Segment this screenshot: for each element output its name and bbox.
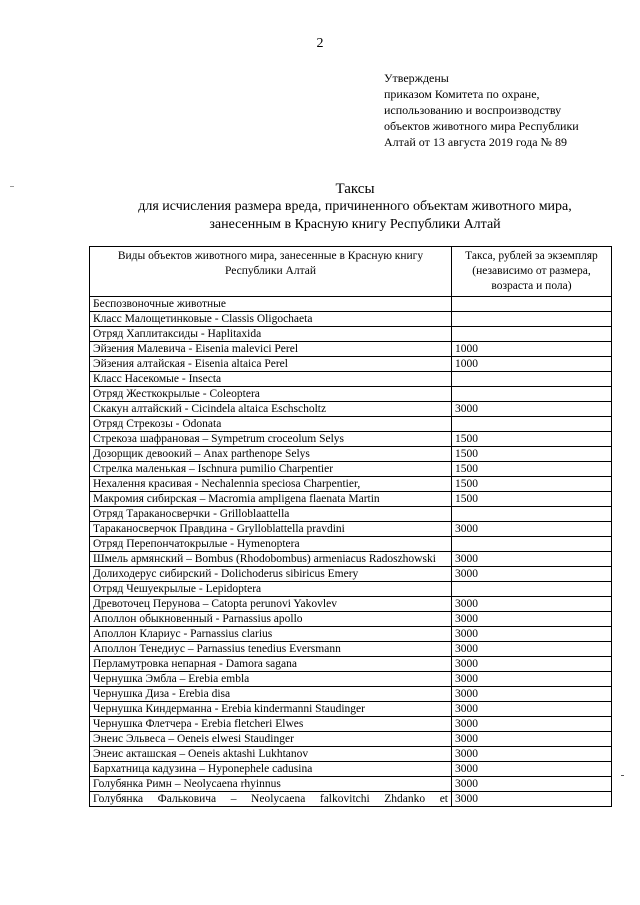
species-cell: Аполлон Тенедиус – Parnassius tenedius Eversmann: [90, 642, 452, 657]
table-row: [90, 342, 612, 357]
rate-cell: 3000: [452, 747, 612, 762]
table-row: [90, 537, 612, 552]
rate-cell: 3000: [452, 597, 612, 612]
table-row: [90, 387, 612, 402]
rate-cell: 3000: [452, 702, 612, 717]
species-cell: Перламутровка непарная - Damora sagana: [90, 657, 452, 672]
rate-cell: 1000: [452, 342, 612, 357]
rate-cell: 3000: [452, 672, 612, 687]
rate-cell: 1500: [452, 447, 612, 462]
rate-cell: 3000: [452, 552, 612, 567]
species-cell: Тараканосверчок Правдина - Grylloblattella pravdini: [90, 522, 452, 537]
table-row: [90, 642, 612, 657]
page-number: 2: [316, 36, 324, 51]
rate-cell: 1000: [452, 357, 612, 372]
table-row: [90, 372, 612, 387]
table-row: [90, 327, 612, 342]
rate-cell: [452, 312, 612, 327]
table-row: [90, 612, 612, 627]
rate-cell: 3000: [452, 777, 612, 792]
table-row: [90, 462, 612, 477]
species-cell: Отряд Жесткокрылые - Coleoptera: [90, 387, 452, 402]
header-species: Виды объектов животного мира, занесенные в Красную книгу Республики Алтай: [90, 247, 452, 297]
table-row: [90, 687, 612, 702]
species-cell: Аполлон Клариус - Parnassius clarius: [90, 627, 452, 642]
rate-cell: [452, 327, 612, 342]
rate-cell: 3000: [452, 612, 612, 627]
rate-cell: 3000: [452, 732, 612, 747]
table-row: [90, 357, 612, 372]
species-cell: Чернушка Диза - Erebia disa: [90, 687, 452, 702]
species-cell: Чернушка Флетчера - Erebia fletcheri Elwes: [90, 717, 452, 732]
table-row: [90, 747, 612, 762]
species-cell: Дозорщик девоокий – Anax parthenope Selys: [90, 447, 452, 462]
rate-cell: 3000: [452, 642, 612, 657]
species-cell: Беспозвоночные животные: [90, 297, 452, 312]
table-row: [90, 477, 612, 492]
title-line: для исчисления размера вреда, причиненного объектам животного мира,: [138, 199, 572, 214]
species-cell: Древоточец Перунова – Catopta perunovi Yakovlev: [90, 597, 452, 612]
scan-mark: [621, 775, 624, 776]
table-row: [90, 627, 612, 642]
title-main: Таксы: [335, 181, 375, 197]
table-row: [90, 432, 612, 447]
rate-cell: [452, 387, 612, 402]
table-row: [90, 447, 612, 462]
table-row: [90, 792, 612, 807]
approval-line: объектов животного мира Республики: [384, 119, 579, 133]
table-row: [90, 417, 612, 432]
rate-cell: 3000: [452, 792, 612, 807]
rate-cell: 3000: [452, 657, 612, 672]
table-row: [90, 312, 612, 327]
table-row: [90, 777, 612, 792]
species-cell: Отряд Стрекозы - Odonata: [90, 417, 452, 432]
title-line: занесенным в Красную книгу Республики Алтай: [209, 217, 501, 232]
rate-cell: 1500: [452, 492, 612, 507]
approval-line: приказом Комитета по охране,: [384, 87, 540, 101]
species-cell: Макромия сибирская – Macromia ampligena flaenata Martin: [90, 492, 452, 507]
species-cell: Долиходерус сибирский - Dolichoderus sibiricus Emery: [90, 567, 452, 582]
approval-line: Алтай от 13 августа 2019 года № 89: [384, 135, 567, 149]
rate-cell: [452, 582, 612, 597]
species-cell: Отряд Тараканосверчки - Grilloblaattella: [90, 507, 452, 522]
species-cell: Эйзения Малевича - Eisenia malevici Perel: [90, 342, 452, 357]
rate-cell: [452, 372, 612, 387]
species-cell: Отряд Перепончатокрылые - Hymenoptera: [90, 537, 452, 552]
species-cell: Отряд Хаплитаксиды - Haplitaxida: [90, 327, 452, 342]
rate-cell: 1500: [452, 462, 612, 477]
species-cell: Голубянка Римн – Neolycaena rhyinnus: [90, 777, 452, 792]
table-row: [90, 597, 612, 612]
species-cell: Бархатница кадузина – Hyponephele cadusina: [90, 762, 452, 777]
species-cell: Класс Насекомые - Insecta: [90, 372, 452, 387]
rate-cell: 3000: [452, 567, 612, 582]
table-row: [90, 657, 612, 672]
table-row: [90, 552, 612, 567]
rate-cell: 3000: [452, 522, 612, 537]
rate-cell: 3000: [452, 687, 612, 702]
rate-cell: 3000: [452, 717, 612, 732]
approval-line: использованию и воспроизводству: [384, 103, 562, 117]
species-cell: Эйзения алтайская - Eisenia altaica Perel: [90, 357, 452, 372]
species-cell: Нехалення красивая - Nechalennia speciosa Charpentier,: [90, 477, 452, 492]
table-header-row: [90, 247, 612, 297]
rate-cell: 3000: [452, 402, 612, 417]
rate-cell: [452, 297, 612, 312]
species-cell: Энеис Эльвеса – Oeneis elwesi Staudinger: [90, 732, 452, 747]
taxa-table: [89, 246, 612, 807]
table-row: [90, 297, 612, 312]
table-row: [90, 762, 612, 777]
header-rate: Такса, рублей за экземпляр (независимо от размера, возраста и пола): [452, 247, 612, 297]
species-cell: Скакун алтайский - Cicindela altaica Eschscholtz: [90, 402, 452, 417]
species-cell: Чернушка Киндерманна - Erebia kindermanni Staudinger: [90, 702, 452, 717]
species-cell: Отряд Чешуекрылые - Lepidoptera: [90, 582, 452, 597]
species-cell: Чернушка Эмбла – Erebia embla: [90, 672, 452, 687]
rate-cell: [452, 507, 612, 522]
document-title: [0, 180, 640, 234]
rate-cell: 3000: [452, 762, 612, 777]
species-cell: Аполлон обыкновенный - Parnassius apollo: [90, 612, 452, 627]
species-cell: Стрекоза шафрановая – Sympetrum croceolum Selys: [90, 432, 452, 447]
rate-cell: 1500: [452, 477, 612, 492]
rate-cell: 1500: [452, 432, 612, 447]
table-row: [90, 717, 612, 732]
table-row: [90, 402, 612, 417]
table-row: [90, 492, 612, 507]
rate-cell: [452, 537, 612, 552]
table-row: [90, 702, 612, 717]
species-cell: Энеис акташская – Oeneis aktashi Lukhtanov: [90, 747, 452, 762]
rate-cell: 3000: [452, 627, 612, 642]
table-row: [90, 672, 612, 687]
table-row: [90, 507, 612, 522]
approval-block: [384, 70, 624, 150]
table-row: [90, 582, 612, 597]
species-cell: Класс Малощетинковые - Classis Oligochaeta: [90, 312, 452, 327]
species-cell: Голубянка Фальковича – Neolycaena falkovitchi Zhdanko et: [90, 792, 452, 807]
table-row: [90, 567, 612, 582]
table-row: [90, 732, 612, 747]
approval-line: Утверждены: [384, 71, 449, 85]
table-row: [90, 522, 612, 537]
species-cell: Шмель армянский – Bombus (Rhodobombus) armeniacus Radoszhowski: [90, 552, 452, 567]
species-cell: Стрелка маленькая – Ischnura pumilio Charpentier: [90, 462, 452, 477]
rate-cell: [452, 417, 612, 432]
